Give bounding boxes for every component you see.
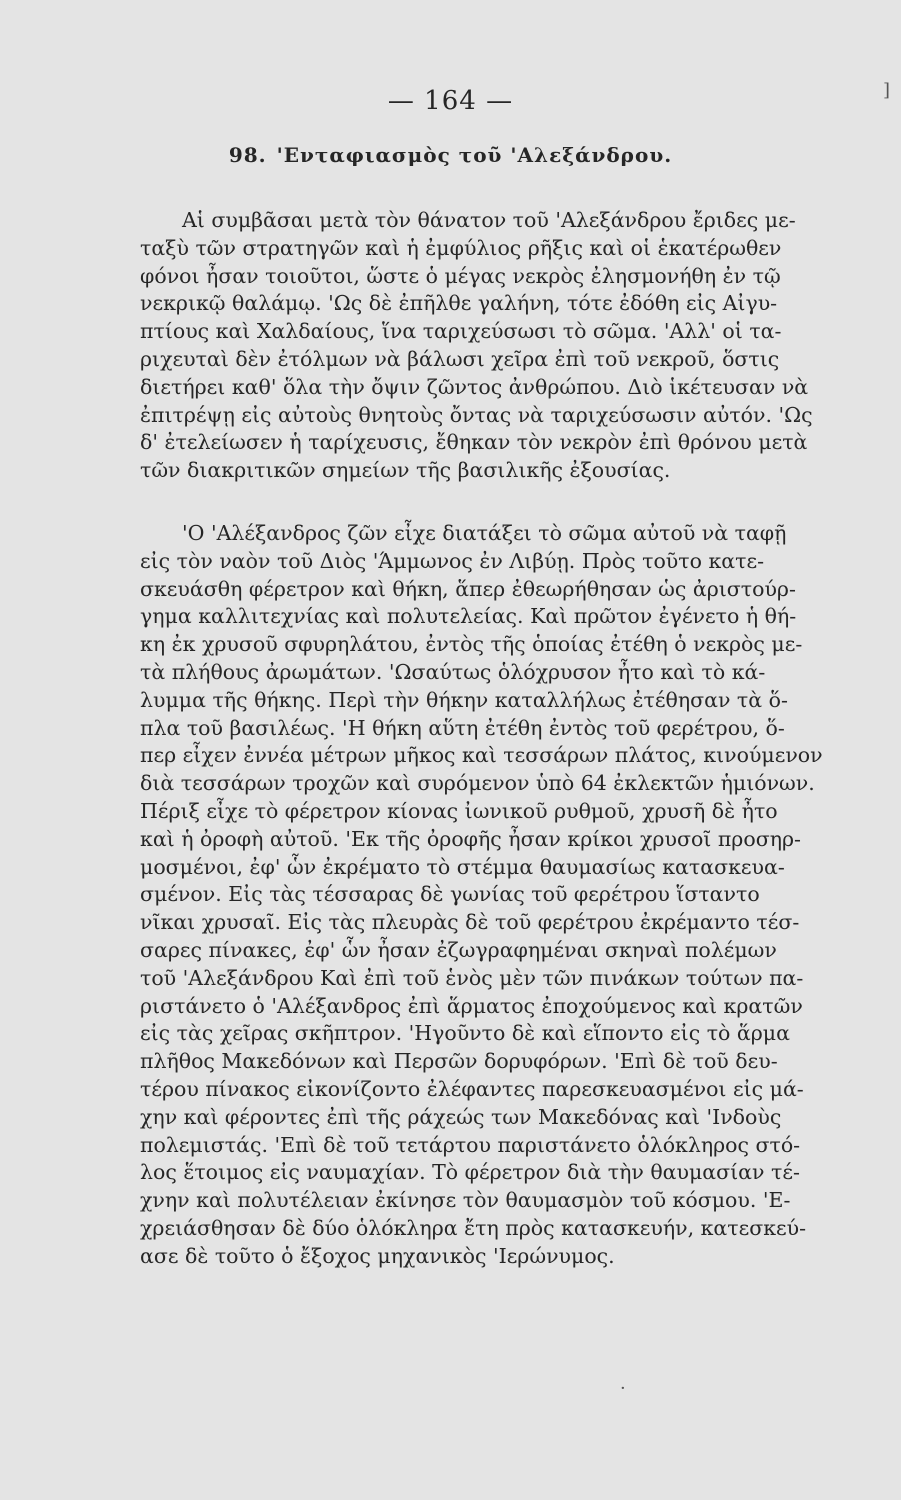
text-line: διετήρει καθ' ὅλα τὴν ὄψιν ζῶντος ἀνθρώπου. Διὸ ἱκέτευσαν νὰ (140, 374, 809, 399)
text-line: μοσμένοι, ἐφ' ὧν ἐκρέματο τὸ στέμμα θαυμασίως κατασκευα- (140, 854, 785, 879)
text-line: λυμμα τῆς θήκης. Περὶ τὴν θήκην καταλλήλως ἐτέθησαν τὰ ὅ- (140, 687, 788, 712)
paragraph-1 (140, 207, 875, 485)
text-line: διὰ τεσσάρων τροχῶν καὶ συρόμενον ὑπὸ 64 ἐκλεκτῶν ἡμιόνων. (140, 771, 815, 796)
text-line: πλα τοῦ βασιλέως. 'Η θήκη αὕτη ἐτέθη ἐντὸς τοῦ φερέτρου, ὅ- (140, 715, 785, 740)
text-line: ριστάνετο ὁ 'Αλέξανδρος ἐπὶ ἅρματος ἐποχούμενος καὶ κρατῶν (140, 993, 803, 1018)
text-line: χην καὶ φέροντες ἐπὶ τῆς ράχεώς των Μακεδόνας καὶ 'Ινδοὺς (140, 1104, 782, 1129)
text-line: λος ἕτοιμος εἰς ναυμαχίαν. Τὸ φέρετρον διὰ τὴν θαυμασίαν τέ- (140, 1160, 800, 1185)
text-line: σμένον. Εἰς τὰς τέσσαρας δὲ γωνίας τοῦ φερέτρου ἵσταντο (140, 882, 760, 907)
text-line: 'Ο 'Αλέξανδρος ζῶν εἶχε διατάξει τὸ σῶμα αὐτοῦ νὰ ταφῇ (182, 521, 787, 545)
text-line: φόνοι ἦσαν τοιοῦτοι, ὥστε ὁ μέγας νεκρὸς ἐλησμονήθη ἐν τῷ (140, 263, 781, 288)
section-title: 'Ενταφιασμὸς τοῦ 'Αλεξάνδρου. (276, 143, 673, 167)
section-heading (0, 143, 901, 167)
text-line: Αἱ συμβᾶσαι μετὰ τὸν θάνατον τοῦ 'Αλεξάνδρου ἔριδες με- (182, 208, 796, 232)
text-line: τὰ πλήθους ἀρωμάτων. 'Ωσαύτως ὁλόχρυσον ἦτο καὶ τὸ κά- (140, 659, 766, 684)
page-number: — 164 — (387, 86, 514, 116)
text-line: γημα καλλιτεχνίας καὶ πολυτελείας. Καὶ πρῶτον ἐγένετο ἡ θή- (140, 604, 797, 629)
text-line: δ' ἐτελείωσεν ἡ ταρίχευσις, ἔθηκαν τὸν νεκρὸν ἐπὶ θρόνου μετὰ (140, 430, 808, 455)
text-line: χνην καὶ πολυτέλειαν ἐκίνησε τὸν θαυμασμὸν τοῦ κόσμου. 'Ε- (140, 1188, 791, 1213)
text-line: χρειάσθησαν δὲ δύο ὁλόκληρα ἔτη πρὸς κατασκευήν, κατεσκεύ- (140, 1215, 807, 1240)
print-speck: · (620, 1378, 626, 1399)
text-line: τῶν διακριτικῶν σημείων τῆς βασιλικῆς ἐξουσίας. (140, 458, 671, 483)
text-line: πλῆθος Μακεδόνων καὶ Περσῶν δορυφόρων. 'Επὶ δὲ τοῦ δευ- (140, 1049, 778, 1074)
text-line: τέρου πίνακος εἰκονίζοντο ἐλέφαντες παρεσκευασμένοι εἰς μά- (140, 1076, 804, 1101)
text-line: ασε δὲ τοῦτο ὁ ἔξοχος μηχανικὸς 'Ιερώνυμος. (140, 1243, 615, 1268)
text-line: εἰς τὸν ναὸν τοῦ Διὸς 'Άμμωνος ἐν Λιβύῃ. Πρὸς τοῦτο κατε- (140, 548, 764, 573)
text-line: Πέριξ εἶχε τὸ φέρετρον κίονας ἰωνικοῦ ρυθμοῦ, χρυσῆ δὲ ἦτο (140, 798, 778, 823)
text-line: νεκρικῷ θαλάμῳ. 'Ως δὲ ἐπῆλθε γαλήνη, τότε ἐδόθη εἰς Αἰγυ- (140, 291, 778, 316)
text-line: ταξὺ τῶν στρατηγῶν καὶ ἡ ἐμφύλιος ρῆξις καὶ οἱ ἑκατέρωθεν (140, 235, 782, 260)
text-line: εἰς τὰς χεῖρας σκῆπτρον. 'Ηγοῦντο δὲ καὶ εἵποντο εἰς τὸ ἅρμα (140, 1021, 790, 1046)
text-line: ριχευταὶ δὲν ἐτόλμων νὰ βάλωσι χεῖρα ἐπὶ τοῦ νεκροῦ, ὅστις (140, 346, 780, 371)
page-edge-mark: ] (883, 80, 891, 101)
text-line: σκευάσθη φέρετρον καὶ θήκη, ἅπερ ἐθεωρήθησαν ὡς ἀριστούρ- (140, 576, 796, 601)
text-line: κη ἐκ χρυσοῦ σφυρηλάτου, ἐντὸς τῆς ὁποίας ἐτέθη ὁ νεκρὸς με- (140, 632, 803, 657)
section-number: 98. (228, 143, 267, 167)
paragraph-2 (140, 520, 875, 1271)
text-line: περ εἶχεν ἐννέα μέτρων μῆκος καὶ τεσσάρων πλάτος, κινούμενον (140, 743, 823, 768)
text-line: τοῦ 'Αλεξάνδρου Καὶ ἐπὶ τοῦ ἑνὸς μὲν τῶν πινάκων τούτων πα- (140, 965, 804, 990)
text-line: νῖκαι χρυσαῖ. Εἰς τὰς πλευρὰς δὲ τοῦ φερέτρου ἐκρέμαντο τέσ- (140, 910, 800, 935)
text-line: πολεμιστάς. 'Επὶ δὲ τοῦ τετάρτου παριστάνετο ὁλόκληρος στό- (140, 1132, 801, 1157)
text-line: πτίους καὶ Χαλδαίους, ἵνα ταριχεύσωσι τὸ σῶμα. 'Αλλ' οἱ τα- (140, 319, 782, 344)
text-line: καὶ ἡ ὀροφὴ αὐτοῦ. 'Εκ τῆς ὀροφῆς ἦσαν κρίκοι χρυσοῖ προσηρ- (140, 826, 801, 851)
text-line: σαρες πίνακες, ἐφ' ὧν ἦσαν ἐζωγραφημέναι σκηναὶ πολέμων (140, 937, 777, 962)
text-line: ἐπιτρέψῃ εἰς αὐτοὺς θνητοὺς ὄντας νὰ ταριχεύσωσιν αὐτόν. 'Ως (140, 402, 813, 427)
